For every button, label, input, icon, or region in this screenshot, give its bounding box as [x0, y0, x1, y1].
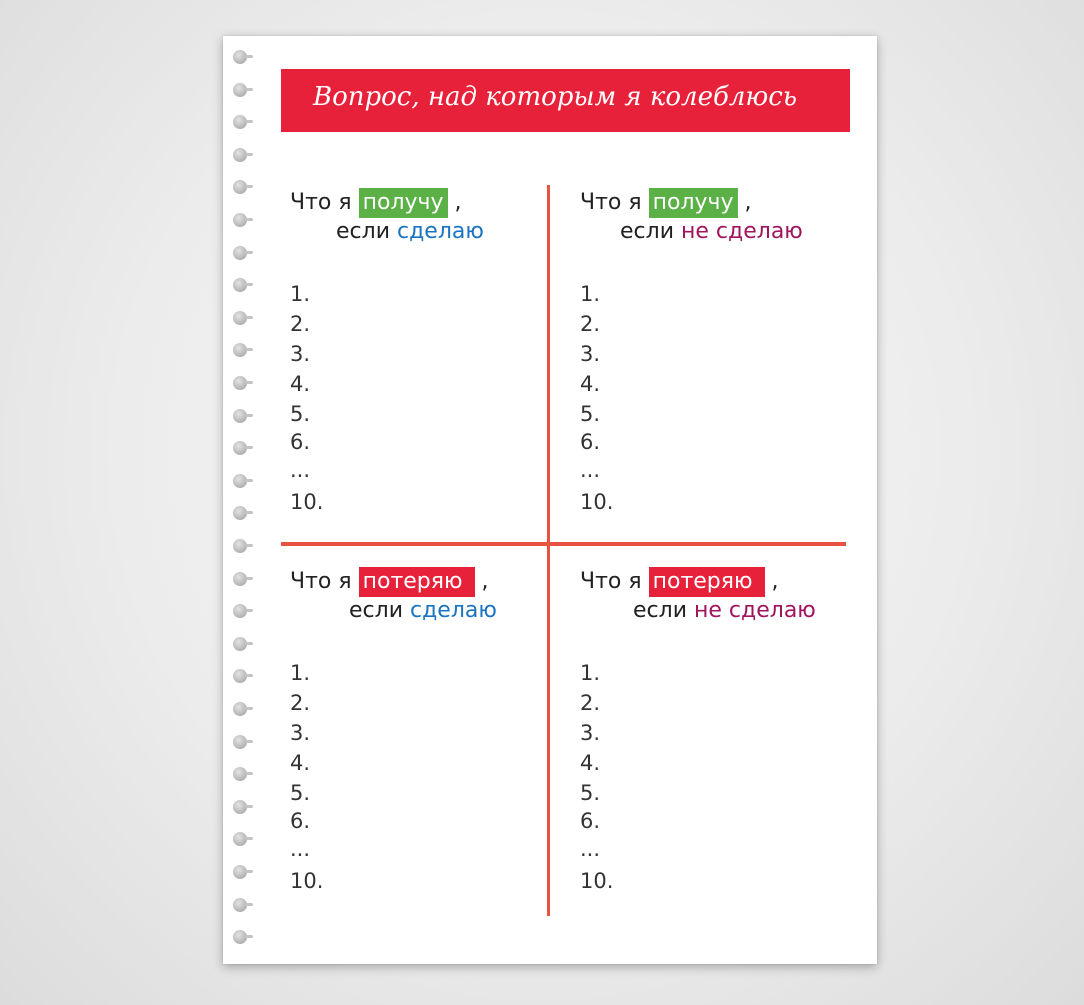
- list-number: 6.: [580, 809, 601, 833]
- binder-hole: [233, 278, 247, 292]
- list-number: 4.: [580, 372, 601, 396]
- list-number: 4.: [290, 372, 311, 396]
- list-number: 6.: [290, 430, 311, 454]
- binder-hole: [233, 311, 247, 325]
- action-word: не сделаю: [694, 598, 816, 623]
- binder-hole: [233, 865, 247, 879]
- binder-hole: [233, 767, 247, 781]
- binder-hole: [233, 669, 247, 683]
- binder-hole: [233, 930, 247, 944]
- if-word: если: [633, 598, 687, 623]
- if-word: если: [620, 219, 674, 244]
- list-number: 10.: [580, 490, 614, 514]
- list-number: 1.: [580, 282, 601, 306]
- question-line: [290, 567, 489, 597]
- gain-tag: получу: [649, 188, 738, 218]
- binder-hole: [233, 115, 247, 129]
- binder-hole: [233, 898, 247, 912]
- binder-hole: [233, 83, 247, 97]
- list-number: 3.: [290, 721, 311, 745]
- list-number: 10.: [290, 869, 324, 893]
- list-number: 1.: [290, 661, 311, 685]
- binder-hole: [233, 148, 247, 162]
- page-title: Вопрос, над которым я колеблюсь: [313, 82, 798, 112]
- gain-tag: получу: [359, 188, 448, 218]
- list-number: 6.: [290, 809, 311, 833]
- binder-hole: [233, 50, 247, 64]
- quadrant-loss-if-do: [290, 563, 580, 903]
- condition-line: [336, 219, 484, 244]
- question-line: [580, 188, 752, 218]
- list-number: 2.: [290, 312, 311, 336]
- quadrant-gain-if-do: [290, 184, 580, 524]
- list-number: 2.: [290, 691, 311, 715]
- list-number: 6.: [580, 430, 601, 454]
- binder-hole: [233, 604, 247, 618]
- list-number: 5.: [290, 402, 311, 426]
- binder-hole: [233, 702, 247, 716]
- list-number: 2.: [580, 691, 601, 715]
- question-line: [290, 188, 462, 218]
- horizontal-divider: [281, 542, 846, 546]
- action-word: сделаю: [410, 598, 497, 623]
- list-number: 10.: [290, 490, 324, 514]
- condition-line: [349, 598, 497, 623]
- spiral-holes: [223, 36, 263, 964]
- list-number: 10.: [580, 869, 614, 893]
- quadrant-gain-if-not-do: [580, 184, 870, 524]
- list-number: ...: [580, 837, 601, 861]
- action-word: не сделаю: [681, 219, 803, 244]
- question-prefix: Что я: [290, 190, 352, 215]
- question-suffix: ,: [454, 190, 462, 215]
- list-number: 4.: [290, 751, 311, 775]
- binder-hole: [233, 735, 247, 749]
- quadrant-loss-if-not-do: [580, 563, 870, 903]
- list-number: ...: [580, 458, 601, 482]
- title-banner: [281, 69, 850, 132]
- condition-line: [620, 219, 803, 244]
- binder-hole: [233, 572, 247, 586]
- binder-hole: [233, 180, 247, 194]
- binder-hole: [233, 506, 247, 520]
- list-number: 5.: [290, 781, 311, 805]
- question-prefix: Что я: [580, 190, 642, 215]
- binder-hole: [233, 441, 247, 455]
- action-word: сделаю: [397, 219, 484, 244]
- binder-hole: [233, 376, 247, 390]
- condition-line: [633, 598, 816, 623]
- question-suffix: ,: [481, 569, 489, 594]
- question-line: [580, 567, 779, 597]
- binder-hole: [233, 800, 247, 814]
- question-prefix: Что я: [580, 569, 642, 594]
- if-word: если: [349, 598, 403, 623]
- list-number: 3.: [580, 721, 601, 745]
- list-number: 3.: [290, 342, 311, 366]
- if-word: если: [336, 219, 390, 244]
- loss-tag: потеряю: [649, 567, 765, 597]
- binder-hole: [233, 213, 247, 227]
- list-number: ...: [290, 458, 311, 482]
- list-number: 3.: [580, 342, 601, 366]
- question-suffix: ,: [771, 569, 779, 594]
- binder-hole: [233, 637, 247, 651]
- binder-hole: [233, 539, 247, 553]
- list-number: 4.: [580, 751, 601, 775]
- list-number: 1.: [580, 661, 601, 685]
- list-number: 5.: [580, 402, 601, 426]
- binder-hole: [233, 343, 247, 357]
- question-suffix: ,: [744, 190, 752, 215]
- question-prefix: Что я: [290, 569, 352, 594]
- list-number: 5.: [580, 781, 601, 805]
- notebook-page: [223, 36, 877, 964]
- binder-hole: [233, 246, 247, 260]
- loss-tag: потеряю: [359, 567, 475, 597]
- list-number: ...: [290, 837, 311, 861]
- binder-hole: [233, 832, 247, 846]
- list-number: 1.: [290, 282, 311, 306]
- list-number: 2.: [580, 312, 601, 336]
- binder-hole: [233, 474, 247, 488]
- binder-hole: [233, 409, 247, 423]
